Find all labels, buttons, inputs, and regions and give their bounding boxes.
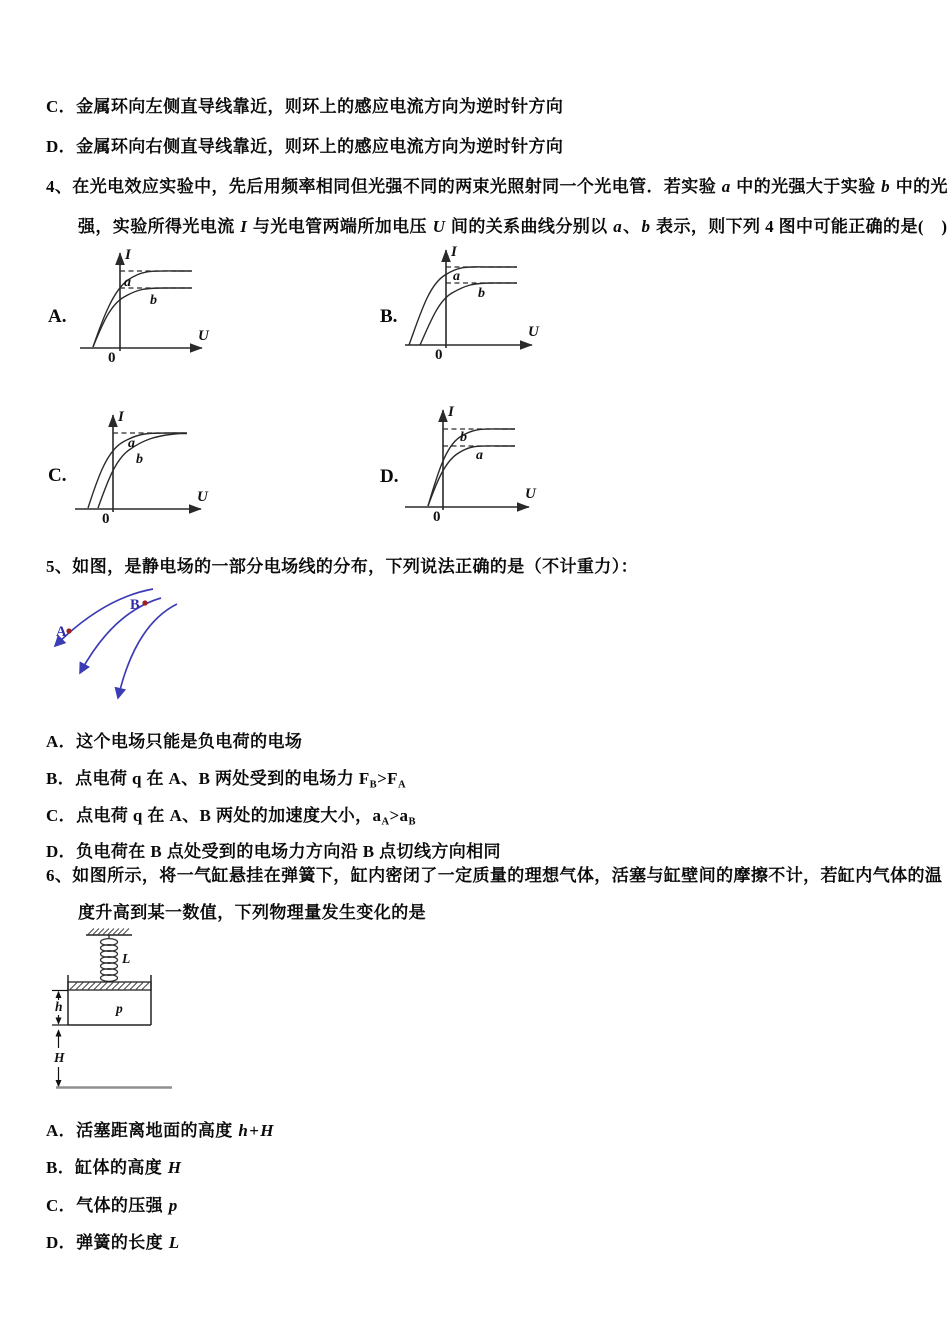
question-4-line-1: 4、在光电效应实验中，先后用频率相同但光强不同的两束光照射同一个光电管．若实验 a 中的光强大于实验 b 中的光 bbox=[46, 177, 948, 196]
curve-b-label: b bbox=[150, 293, 157, 308]
origin-label: 0 bbox=[102, 511, 110, 527]
curve-a bbox=[428, 446, 515, 506]
question-4-line-2: 强，实验所得光电流 I 与光电管两端所加电压 U 间的关系曲线分别以 a、b 表示，则下列 4 图中可能正确的是( ) bbox=[78, 217, 948, 236]
origin-label: 0 bbox=[433, 509, 441, 525]
graph-a bbox=[40, 243, 235, 365]
cylinder-spring-figure bbox=[50, 925, 190, 1095]
q5-option-d: D．负电荷在 B 点处受到的电场力方向沿 B 点切线方向相同 bbox=[46, 842, 501, 861]
question-5-title: 5、如图，是静电场的一部分电场线的分布，下列说法正确的是（不计重力）： bbox=[46, 557, 638, 576]
ceiling-hatch bbox=[88, 929, 129, 935]
graph-c bbox=[35, 405, 230, 525]
prev-option-d: D．金属环向右侧直导线靠近，则环上的感应电流方向为逆时针方向 bbox=[46, 137, 564, 156]
graph-b-option-letter: B. bbox=[380, 306, 398, 327]
spring-length-label: L bbox=[122, 951, 131, 966]
prev-option-c: C．金属环向左侧直导线靠近，则环上的感应电流方向为逆时针方向 bbox=[46, 97, 564, 116]
graph-c-option-letter: C. bbox=[48, 465, 67, 486]
graph-b bbox=[365, 240, 560, 365]
curve-a-label: a bbox=[453, 269, 460, 284]
origin-label: 0 bbox=[108, 350, 116, 366]
x-axis-label: U bbox=[198, 328, 209, 344]
spring-coil bbox=[101, 939, 118, 982]
cylinder-ground-height-label: H bbox=[54, 1050, 65, 1065]
q6-option-c: C．气体的压强 p bbox=[46, 1196, 178, 1215]
point-b-label: B bbox=[130, 597, 140, 613]
point-b-dot bbox=[142, 600, 147, 605]
curve-b bbox=[93, 288, 192, 347]
point-a-dot bbox=[66, 628, 71, 633]
x-axis-label: U bbox=[525, 486, 536, 502]
graph-a-option-letter: A. bbox=[48, 306, 67, 327]
curve-b-label: b bbox=[478, 286, 485, 301]
question-6-line-1: 6、如图所示，将一气缸悬挂在弹簧下，缸内密闭了一定质量的理想气体，活塞与缸壁间的摩擦不计，若缸内气体的温 bbox=[46, 866, 943, 885]
graph-d-option-letter: D. bbox=[380, 466, 399, 487]
question-6-line-2: 度升高到某一数值，下列物理量发生变化的是 bbox=[78, 903, 426, 922]
piston-hatch bbox=[70, 983, 149, 990]
y-axis-label: I bbox=[118, 409, 124, 425]
field-line-3 bbox=[118, 604, 177, 698]
y-axis-label: I bbox=[448, 404, 454, 420]
field-line-2 bbox=[80, 598, 161, 673]
curve-a bbox=[93, 271, 192, 347]
q5-option-a: A．这个电场只能是负电荷的电场 bbox=[46, 732, 303, 751]
q6-option-d: D．弹簧的长度 L bbox=[46, 1233, 180, 1252]
q5-option-c: C．点电荷 q 在 A、B 两处的加速度大小，$a_A>a_B$ bbox=[46, 806, 416, 828]
gas-column-height-label: h bbox=[55, 999, 63, 1014]
q6-option-a: A．活塞距离地面的高度 h+H bbox=[46, 1121, 274, 1140]
curve-b-label: b bbox=[460, 430, 467, 445]
curve-b bbox=[428, 429, 515, 506]
curve-b-label: b bbox=[136, 452, 143, 467]
gas-pressure-label: p bbox=[116, 1001, 123, 1016]
field-lines-figure bbox=[35, 580, 260, 715]
x-axis-label: U bbox=[197, 489, 208, 505]
curve-a-label: a bbox=[476, 448, 483, 463]
curve-a-label: a bbox=[124, 275, 131, 290]
y-axis-label: I bbox=[125, 247, 131, 263]
curve-b bbox=[420, 283, 517, 345]
origin-label: 0 bbox=[435, 347, 443, 363]
curve-a-label: a bbox=[128, 436, 135, 451]
q6-option-b: B．缸体的高度 H bbox=[46, 1158, 182, 1177]
curve-b bbox=[98, 434, 187, 509]
point-a-label: A bbox=[56, 624, 67, 640]
graph-d bbox=[360, 400, 555, 525]
x-axis-label: U bbox=[528, 324, 539, 340]
q5-option-b: B．点电荷 q 在 A、B 两处受到的电场力 $F_B>F_A$ bbox=[46, 769, 406, 791]
y-axis-label: I bbox=[451, 244, 457, 260]
